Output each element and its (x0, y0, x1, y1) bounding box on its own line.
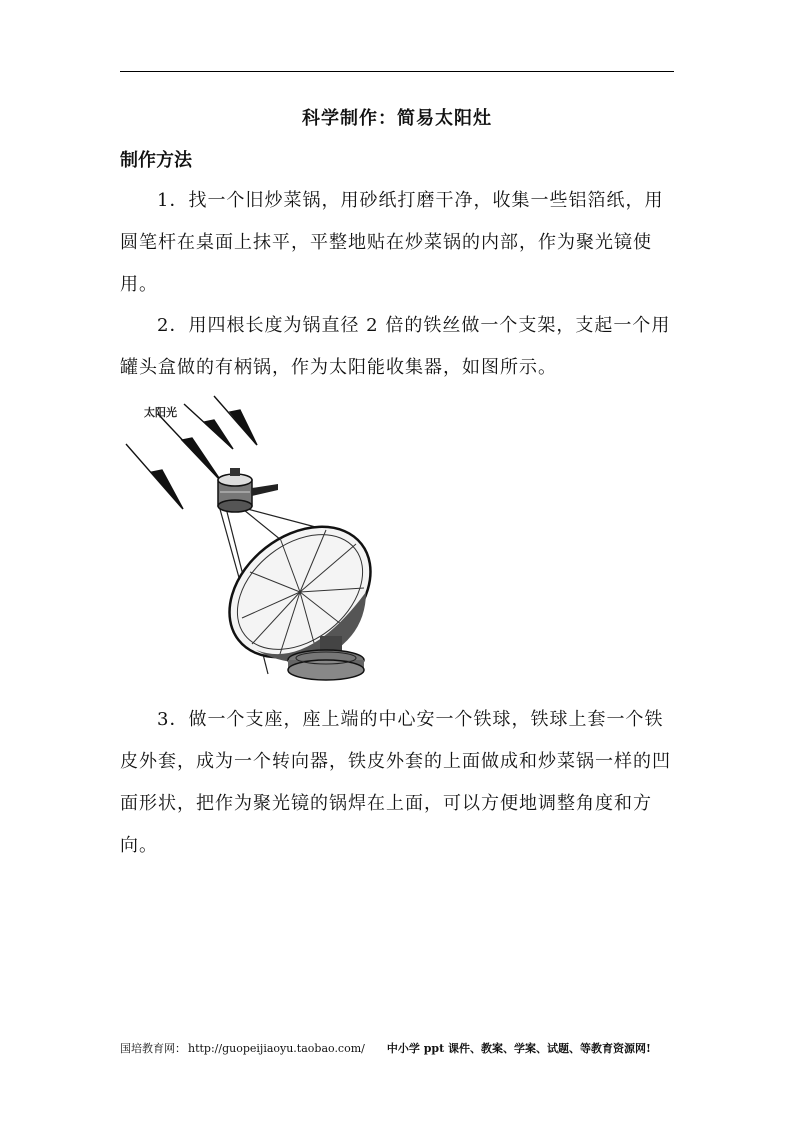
footer-site-label: 国培教育网： (120, 1042, 186, 1055)
header-rule (120, 71, 674, 72)
page-title: 科学制作：简易太阳灶 (302, 108, 492, 129)
solar-cooker-figure (120, 392, 380, 702)
sunlight-label: 太阳光 (144, 406, 177, 419)
pot-icon (218, 468, 278, 512)
step-1-paragraph: 1．找一个旧炒菜锅，用砂纸打磨干净，收集一些铝箔纸，用圆笔杆在桌面上抹平，平整地贴在炒菜锅的内部，作为聚光镜使用。 (120, 190, 664, 295)
footer-site-link[interactable]: http://guopeijiaoyu.taobao.com/ (188, 1042, 365, 1055)
step-3-paragraph: 3．做一个支座，座上端的中心安一个铁球，铁球上套一个铁皮外套，成为一个转向器，铁皮外套的上面做成和炒菜锅一样的凹面形状，把作为聚光镜的锅焊在上面，可以方便地调整角度和方向。 (120, 709, 671, 856)
footer (120, 1040, 651, 1056)
solar-cooker-illustration (120, 392, 380, 702)
sun-ray-icon (126, 444, 183, 509)
step-2-paragraph: 2．用四根长度为锅直径 2 倍的铁丝做一个支架，支起一个用罐头盒做的有柄锅，作为太阳能收集器，如图所示。 (120, 315, 671, 378)
footer-promo-text: 中小学 ppt 课件、教案、学案、试题、等教育资源网! (386, 1042, 651, 1055)
section-heading: 制作方法 (120, 150, 192, 171)
